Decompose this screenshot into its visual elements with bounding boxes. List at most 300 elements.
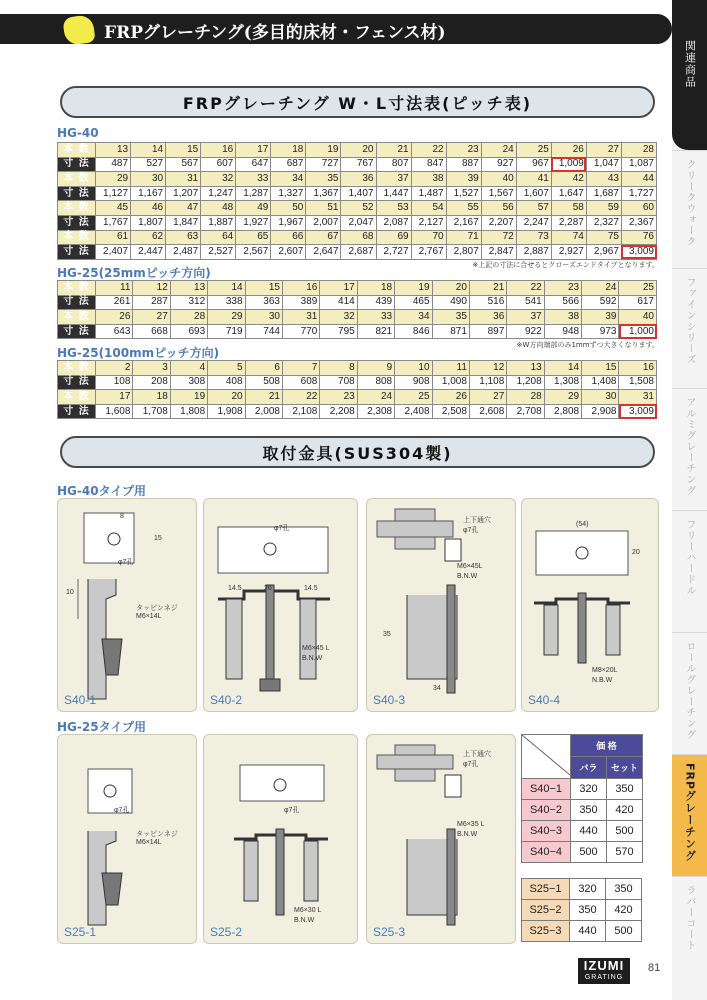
table-cell: 35 <box>432 310 469 325</box>
table-cell: 1,967 <box>271 215 306 230</box>
table-cell: 12 <box>133 281 170 296</box>
price-table-s25 <box>521 878 642 942</box>
diagram-s40-1 <box>57 498 197 712</box>
table-cell: 19 <box>306 143 341 158</box>
table-cell: 61 <box>96 230 131 245</box>
table-cell: 17 <box>236 143 271 158</box>
row-header: 本 数 <box>58 390 96 405</box>
table-cell: 36 <box>469 310 506 325</box>
table-cell: 847 <box>411 157 446 172</box>
table-cell: 871 <box>432 324 469 339</box>
row-header: 本 数 <box>58 281 96 296</box>
table-cell: 30 <box>245 310 282 325</box>
table-cell: 2,687 <box>341 245 376 260</box>
table-cell: 1,927 <box>236 215 271 230</box>
table-cell: 42 <box>551 172 586 187</box>
table-row <box>58 245 657 260</box>
table-cell: 24 <box>481 143 516 158</box>
dim-label: 26 <box>264 585 272 592</box>
dim-label: 上下通穴 <box>463 751 491 758</box>
table-title-hg40: HG-40 <box>57 126 99 140</box>
table-cell: 1,367 <box>306 186 341 201</box>
table-cell: 56 <box>481 201 516 216</box>
table-cell: 54 <box>411 201 446 216</box>
price-cell: 440 <box>571 821 607 842</box>
table-cell: 922 <box>507 324 544 339</box>
table-cell: 1,327 <box>271 186 306 201</box>
table-cell: 967 <box>516 157 551 172</box>
table-cell: 389 <box>282 295 319 310</box>
table-cell: 19 <box>170 390 207 405</box>
table-cell: 608 <box>282 375 319 390</box>
table-cell: 44 <box>621 172 656 187</box>
sidebar-item-label: ファインシリーズ <box>684 277 695 365</box>
brand-line1: IZUMI <box>583 958 625 973</box>
table-row <box>58 310 657 325</box>
price-cell: 440 <box>570 921 606 942</box>
table-note: ※W方向端部のみ1mmずつ大きくなります。 <box>516 341 659 349</box>
table-cell: 2 <box>96 361 133 376</box>
table-cell: 2,508 <box>432 404 469 419</box>
dim-label: φ7孔 <box>114 807 130 814</box>
table-cell: 23 <box>544 281 581 296</box>
price-cell: 350 <box>607 779 643 800</box>
table-cell: 15 <box>245 281 282 296</box>
table-cell: 32 <box>320 310 357 325</box>
table-cell: 14 <box>208 281 245 296</box>
table-row <box>58 295 657 310</box>
dim-label: 15 <box>154 535 162 542</box>
table-cell: 516 <box>469 295 506 310</box>
table-cell: 21 <box>376 143 411 158</box>
pitch-table-hg25-25 <box>57 280 657 339</box>
table-cell: 287 <box>133 295 170 310</box>
banner-title: FRPグレーチング W・L寸法表(ピッチ表) <box>182 93 533 113</box>
dim-label: (54) <box>576 521 589 528</box>
table-cell: 1,287 <box>236 186 271 201</box>
dim-label: N.B.W <box>592 677 613 684</box>
table-cell: 25 <box>516 143 551 158</box>
table-cell: 20 <box>341 143 376 158</box>
table-cell: 973 <box>582 324 619 339</box>
table-cell: 1,447 <box>376 186 411 201</box>
table-cell: 592 <box>582 295 619 310</box>
table-cell: 30 <box>582 390 619 405</box>
diagram-label: S40-1 <box>64 693 97 707</box>
dim-label: M6×45L <box>457 563 483 570</box>
table-cell: 1,608 <box>96 404 133 419</box>
row-header: 本 数 <box>58 361 96 376</box>
table-cell: 28 <box>621 143 656 158</box>
diagram-s40-3 <box>366 498 516 712</box>
price-table-s40 <box>521 734 643 863</box>
table-cell: 51 <box>306 201 341 216</box>
table-cell: 668 <box>133 324 170 339</box>
table-cell: 2,007 <box>306 215 341 230</box>
sidebar-item[interactable] <box>672 388 707 510</box>
price-cell: 570 <box>607 842 643 863</box>
table-cell: 29 <box>208 310 245 325</box>
table-cell: 1,887 <box>201 215 236 230</box>
dim-label: 14.5 <box>304 585 318 592</box>
table-cell: 52 <box>341 201 376 216</box>
table-cell: 2,767 <box>411 245 446 260</box>
dim-label: B.N.W <box>302 655 323 662</box>
table-cell: 2,567 <box>236 245 271 260</box>
price-cell: 320 <box>571 779 607 800</box>
sidebar-item[interactable] <box>672 0 707 150</box>
table-cell: 17 <box>96 390 133 405</box>
dim-label: 34 <box>433 685 441 692</box>
dim-label: M6×35 L <box>457 821 485 828</box>
sidebar-item[interactable] <box>672 876 707 1000</box>
sidebar-item-label: 関連商品 <box>683 40 697 88</box>
table-cell: 708 <box>320 375 357 390</box>
dim-label: タッピンネジ <box>136 605 178 612</box>
table-cell: 567 <box>166 157 201 172</box>
table-cell: 363 <box>245 295 282 310</box>
table-cell: 33 <box>357 310 394 325</box>
price-cell: 500 <box>607 821 643 842</box>
table-cell: 312 <box>170 295 207 310</box>
table-cell: 1,127 <box>96 186 131 201</box>
table-cell: 9 <box>357 361 394 376</box>
table-cell: 46 <box>131 201 166 216</box>
model-cell: S40−2 <box>522 800 571 821</box>
table-cell: 439 <box>357 295 394 310</box>
table-cell: 12 <box>469 361 506 376</box>
table-cell: 338 <box>208 295 245 310</box>
table-cell: 45 <box>96 201 131 216</box>
table-cell: 35 <box>306 172 341 187</box>
table-cell: 1,607 <box>516 186 551 201</box>
table-cell: 414 <box>320 295 357 310</box>
table-cell: 25 <box>395 390 432 405</box>
table-cell: 13 <box>96 143 131 158</box>
bracket-drawing-icon <box>58 735 198 945</box>
table-row <box>58 361 657 376</box>
table-cell: 63 <box>166 230 201 245</box>
table-cell: 62 <box>131 230 166 245</box>
table-cell: 22 <box>282 390 319 405</box>
dim-label: M6×14L <box>136 613 162 620</box>
table-cell: 29 <box>544 390 581 405</box>
table-cell: 1,847 <box>166 215 201 230</box>
dim-label: φ7孔 <box>463 527 479 534</box>
table-cell: 1,008 <box>432 375 469 390</box>
table-cell: 34 <box>395 310 432 325</box>
table-cell: 11 <box>96 281 133 296</box>
row-header: 本 数 <box>58 172 96 187</box>
price-row <box>522 800 643 821</box>
table-cell: 40 <box>481 172 516 187</box>
table-cell: 408 <box>208 375 245 390</box>
table-note: ※上記の寸法に合せるとクローズエンドタイプとなります。 <box>472 261 659 269</box>
table-cell: 541 <box>507 295 544 310</box>
banner-title: 取付金具(SUS304製) <box>262 443 453 463</box>
diagram-s25-3 <box>366 734 516 944</box>
table-cell: 13 <box>507 361 544 376</box>
row-header: 本 数 <box>58 230 96 245</box>
table-cell: 5 <box>208 361 245 376</box>
row-header: 寸 法 <box>58 186 96 201</box>
price-cell: 350 <box>606 879 642 900</box>
row-header: 寸 法 <box>58 404 96 419</box>
sidebar-item[interactable] <box>672 150 707 268</box>
corner-cell <box>522 735 571 779</box>
table-cell: 465 <box>395 295 432 310</box>
type-title-hg40: HG-40タイプ用 <box>57 484 146 498</box>
table-cell: 3,009 <box>619 404 657 419</box>
table-cell: 770 <box>282 324 319 339</box>
table-cell: 3,009 <box>621 245 656 260</box>
table-cell: 26 <box>432 390 469 405</box>
price-cell: 420 <box>607 800 643 821</box>
table-row <box>58 157 657 172</box>
table-cell: 19 <box>395 281 432 296</box>
table-cell: 1,207 <box>166 186 201 201</box>
table-cell: 38 <box>411 172 446 187</box>
page-number: 81 <box>648 962 661 974</box>
price-cell: 350 <box>571 800 607 821</box>
table-cell: 566 <box>544 295 581 310</box>
table-cell: 1,208 <box>507 375 544 390</box>
table-cell: 1,567 <box>481 186 516 201</box>
table-cell: 108 <box>96 375 133 390</box>
table-cell: 75 <box>586 230 621 245</box>
brand-logo-icon <box>62 14 96 46</box>
table-cell: 24 <box>357 390 394 405</box>
dim-label: タッピンネジ <box>136 831 178 838</box>
dim-label: 上下通穴 <box>463 517 491 524</box>
table-cell: 2,607 <box>271 245 306 260</box>
table-cell: 33 <box>236 172 271 187</box>
table-cell: 2,087 <box>376 215 411 230</box>
model-cell: S40−3 <box>522 821 571 842</box>
table-cell: 15 <box>166 143 201 158</box>
table-cell: 21 <box>469 281 506 296</box>
table-cell: 2,487 <box>166 245 201 260</box>
sidebar-item[interactable] <box>672 632 707 754</box>
table-cell: 795 <box>320 324 357 339</box>
price-col-header: バラ <box>571 757 607 779</box>
table-cell: 2,208 <box>320 404 357 419</box>
table-cell: 31 <box>166 172 201 187</box>
table-cell: 2,008 <box>245 404 282 419</box>
price-row <box>522 779 643 800</box>
sidebar-item[interactable] <box>672 268 707 388</box>
table-cell: 1,767 <box>96 215 131 230</box>
row-header: 寸 法 <box>58 295 96 310</box>
table-cell: 22 <box>411 143 446 158</box>
table-cell: 2,167 <box>446 215 481 230</box>
table-cell: 70 <box>411 230 446 245</box>
table-cell: 65 <box>236 230 271 245</box>
row-header: 寸 法 <box>58 157 96 172</box>
table-cell: 2,887 <box>516 245 551 260</box>
dim-label: M6×30 L <box>294 907 322 914</box>
table-cell: 4 <box>170 361 207 376</box>
table-title-hg25-100: HG-25(100mmピッチ方向) <box>57 346 220 360</box>
table-cell: 18 <box>357 281 394 296</box>
table-cell: 31 <box>282 310 319 325</box>
table-cell: 693 <box>170 324 207 339</box>
table-cell: 49 <box>236 201 271 216</box>
table-cell: 47 <box>166 201 201 216</box>
sidebar-item-label: アルミグレーチング <box>684 397 695 496</box>
table-cell: 16 <box>201 143 236 158</box>
table-cell: 1,727 <box>621 186 656 201</box>
table-cell: 1,527 <box>446 186 481 201</box>
table-cell: 26 <box>96 310 133 325</box>
table-cell: 2,527 <box>201 245 236 260</box>
table-cell: 72 <box>481 230 516 245</box>
table-cell: 8 <box>320 361 357 376</box>
table-cell: 1,807 <box>131 215 166 230</box>
table-cell: 1,407 <box>341 186 376 201</box>
table-cell: 897 <box>469 324 506 339</box>
table-cell: 7 <box>282 361 319 376</box>
table-cell: 1,108 <box>469 375 506 390</box>
table-cell: 1,009 <box>551 157 586 172</box>
model-cell: S25−2 <box>522 900 570 921</box>
table-cell: 2,367 <box>621 215 656 230</box>
price-cell: 500 <box>606 921 642 942</box>
table-cell: 1,247 <box>201 186 236 201</box>
table-cell: 23 <box>446 143 481 158</box>
table-cell: 1,908 <box>208 404 245 419</box>
table-cell: 15 <box>582 361 619 376</box>
table-cell: 1,408 <box>582 375 619 390</box>
diagonal-line-icon <box>522 735 570 775</box>
table-cell: 66 <box>271 230 306 245</box>
table-cell: 767 <box>341 157 376 172</box>
dim-label: φ7孔 <box>284 807 300 814</box>
table-row <box>58 186 657 201</box>
table-row <box>58 201 657 216</box>
table-cell: 719 <box>208 324 245 339</box>
dim-label: M8×20L <box>592 667 618 674</box>
table-cell: 807 <box>376 157 411 172</box>
table-cell: 31 <box>619 390 657 405</box>
table-cell: 208 <box>133 375 170 390</box>
table-cell: 74 <box>551 230 586 245</box>
table-cell: 1,687 <box>586 186 621 201</box>
diagram-s25-2 <box>203 734 358 944</box>
table-cell: 261 <box>96 295 133 310</box>
table-cell: 617 <box>619 295 657 310</box>
diagram-label: S25-1 <box>64 925 97 939</box>
price-row <box>522 821 643 842</box>
dim-label: B.N.W <box>457 573 478 580</box>
table-row <box>58 390 657 405</box>
page-title: FRPグレーチング(多目的床材・フェンス材) <box>104 23 446 43</box>
sidebar-item[interactable] <box>672 754 707 876</box>
dim-label: B.N.W <box>294 917 315 924</box>
table-cell: 2,287 <box>551 215 586 230</box>
table-cell: 67 <box>306 230 341 245</box>
table-cell: 20 <box>208 390 245 405</box>
table-cell: 76 <box>621 230 656 245</box>
table-cell: 17 <box>320 281 357 296</box>
table-cell: 39 <box>582 310 619 325</box>
table-cell: 38 <box>544 310 581 325</box>
diagram-label: S25-3 <box>373 925 406 939</box>
table-cell: 908 <box>395 375 432 390</box>
diagram-s25-1 <box>57 734 197 944</box>
row-header: 本 数 <box>58 201 96 216</box>
table-cell: 43 <box>586 172 621 187</box>
table-cell: 37 <box>376 172 411 187</box>
table-cell: 32 <box>201 172 236 187</box>
table-cell: 2,207 <box>481 215 516 230</box>
table-cell: 24 <box>582 281 619 296</box>
table-cell: 2,808 <box>544 404 581 419</box>
model-cell: S25−3 <box>522 921 570 942</box>
price-cell: 500 <box>571 842 607 863</box>
table-cell: 16 <box>619 361 657 376</box>
table-cell: 3 <box>133 361 170 376</box>
table-cell: 2,327 <box>586 215 621 230</box>
diagram-label: S40-3 <box>373 693 406 707</box>
table-cell: 2,127 <box>411 215 446 230</box>
table-cell: 2,608 <box>469 404 506 419</box>
dim-label: M6×14L <box>136 839 162 846</box>
table-cell: 2,108 <box>282 404 319 419</box>
table-cell: 727 <box>306 157 341 172</box>
table-cell: 308 <box>170 375 207 390</box>
header-bar <box>0 14 672 44</box>
sidebar-item-label: クリークウォーク <box>684 159 695 247</box>
bracket-drawing-icon <box>522 499 660 713</box>
table-cell: 1,508 <box>619 375 657 390</box>
sidebar-item[interactable] <box>672 510 707 632</box>
table-cell: 34 <box>271 172 306 187</box>
table-cell: 2,408 <box>395 404 432 419</box>
table-cell: 2,308 <box>357 404 394 419</box>
sidebar-item-label: FRPグレーチング <box>683 763 697 863</box>
table-cell: 808 <box>357 375 394 390</box>
table-cell: 18 <box>133 390 170 405</box>
table-cell: 29 <box>96 172 131 187</box>
table-cell: 6 <box>245 361 282 376</box>
row-header: 本 数 <box>58 310 96 325</box>
table-cell: 14 <box>544 361 581 376</box>
dim-label: 20 <box>632 549 640 556</box>
section-banner-pitch <box>60 86 655 118</box>
diagram-s40-4 <box>521 498 659 712</box>
price-row <box>522 900 642 921</box>
table-cell: 490 <box>432 295 469 310</box>
table-cell: 50 <box>271 201 306 216</box>
table-row <box>58 375 657 390</box>
table-cell: 64 <box>201 230 236 245</box>
table-cell: 508 <box>245 375 282 390</box>
table-cell: 643 <box>96 324 133 339</box>
table-cell: 647 <box>236 157 271 172</box>
table-cell: 2,047 <box>341 215 376 230</box>
row-header: 本 数 <box>58 143 96 158</box>
table-cell: 27 <box>469 390 506 405</box>
table-cell: 1,000 <box>619 324 657 339</box>
table-cell: 607 <box>201 157 236 172</box>
table-cell: 36 <box>341 172 376 187</box>
table-cell: 1,487 <box>411 186 446 201</box>
model-cell: S40−1 <box>522 779 571 800</box>
table-row <box>58 281 657 296</box>
price-cell: 350 <box>570 900 606 921</box>
table-cell: 58 <box>551 201 586 216</box>
